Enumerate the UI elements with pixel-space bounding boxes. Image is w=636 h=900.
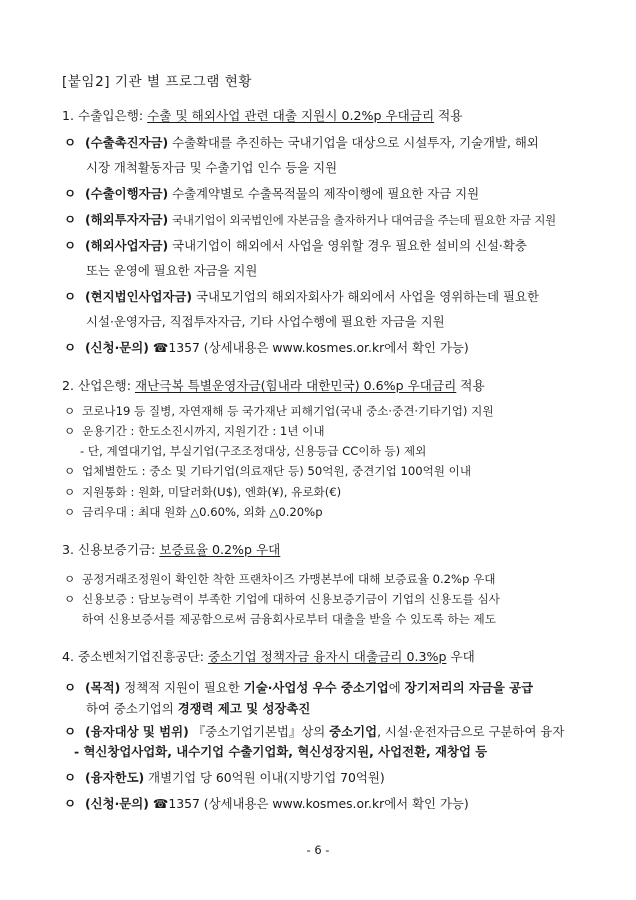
item-text: 개별기업 당 60억원 이내(지방기업 70억원) <box>148 770 385 785</box>
bullet: ㅇ <box>64 505 76 519</box>
item-text: 수출확대를 추진하는 국내기업을 대상으로 시설투자, 기술개발, 해외 <box>172 135 539 150</box>
bullet: ㅇ <box>64 572 76 586</box>
item-label: (신청·문의) <box>85 340 149 355</box>
sub-item: - 단, 계열대기업, 부실기업(구조조정대상, 신용등급 CC이하 등) 제외 <box>80 444 427 458</box>
bullet: ㅇ <box>64 186 76 201</box>
item-continuation <box>86 700 310 717</box>
section-org: 수출입은행: <box>78 108 144 123</box>
list-item <box>64 339 469 356</box>
item-text: 금리우대 : 최대 원화 △0.60%, 외화 △0.20%p <box>82 505 323 519</box>
bullet: ㅇ <box>64 592 76 606</box>
bullet: ㅇ <box>64 724 76 739</box>
item-text: 에 <box>388 680 401 695</box>
item-text: 『중소기업기본법』상의 <box>192 724 326 739</box>
item-label: (목적) <box>85 680 121 695</box>
section-tail: 적용 <box>438 108 463 123</box>
section-number: 4. <box>62 649 75 664</box>
item-text: 지원통화 : 원화, 미달러화(U$), 엔화(¥), 유로화(€) <box>82 485 342 499</box>
item-text: 국내모기업의 해외자회사가 해외에서 사업을 영위하는데 필요한 <box>196 289 539 304</box>
section-tail: 우대 <box>450 649 475 664</box>
section-4-heading <box>62 648 475 665</box>
item-label: (해외사업자금) <box>85 238 169 253</box>
section-2-heading <box>62 377 485 394</box>
section-number: 3. <box>62 542 75 557</box>
item-text: 정책적 지원이 필요한 <box>124 680 240 695</box>
bullet: ㅇ <box>64 404 76 418</box>
item-label: (융자한도) <box>85 770 145 785</box>
section-headline: 중소기업 정책자금 융자시 대출금리 0.3%p <box>207 649 447 664</box>
item-text: 1357 (상세내용은 www.kosmes.or.kr에서 확인 가능) <box>168 796 469 811</box>
phone-icon: ☎ <box>152 796 169 811</box>
item-label: (현지법인사업자금) <box>85 289 193 304</box>
item-text: 업체별한도 : 중소 및 기타기업(의료재단 등) 50억원, 중견기업 100억원 이내 <box>82 464 472 478</box>
item-label: (융자대상 및 범위) <box>85 724 189 739</box>
item-text: 공정거래조정원이 확인한 착한 프랜차이즈 가맹본부에 대해 보증료율 0.2%p 우대 <box>82 572 496 586</box>
item-text: 하여 중소기업의 <box>86 701 174 716</box>
item-continuation: 또는 운영에 필요한 자금을 지원 <box>86 263 258 278</box>
section-tail: 적용 <box>460 378 485 393</box>
phone-icon: ☎ <box>152 340 169 355</box>
item-emphasis: 중소기업 <box>329 724 378 739</box>
list-item <box>64 679 533 696</box>
bullet: ㅇ <box>64 464 76 478</box>
section-headline: 재난극복 특별운영자금(힘내라 대한민국) 0.6%p 우대금리 <box>134 378 457 393</box>
item-text: 1357 (상세내용은 www.kosmes.or.kr에서 확인 가능) <box>168 340 469 355</box>
bullet: ㅇ <box>64 135 76 150</box>
section-1-heading <box>62 107 463 124</box>
list-item <box>64 795 469 812</box>
bullet: ㅇ <box>64 424 76 438</box>
item-text: 신용보증 : 담보능력이 부족한 기업에 대하여 신용보증기금이 기업의 신용도를 심사 <box>82 592 500 606</box>
attachment-title: [붙임2] 기관 별 프로그램 현황 <box>62 74 252 90</box>
list-item <box>64 288 539 305</box>
item-emphasis: 기술·사업성 우수 중소기업 <box>243 680 389 695</box>
list-item <box>64 185 479 202</box>
list-item <box>64 403 494 420</box>
bullet: ㅇ <box>64 289 76 304</box>
bullet: ㅇ <box>64 796 76 811</box>
item-text: 운용기간 : 한도소진시까지, 지원기간 : 1년 이내 <box>82 424 325 438</box>
item-emphasis: 경쟁력 제고 및 성장촉진 <box>177 701 311 716</box>
list-item <box>64 211 556 229</box>
list-item <box>64 134 539 151</box>
list-item <box>64 484 341 501</box>
section-3-heading <box>62 541 280 558</box>
section-headline: 수출 및 해외사업 관련 대출 지원시 0.2%p 우대금리 <box>147 108 435 123</box>
list-item <box>64 591 500 608</box>
item-label: (수출촉진자금) <box>85 135 169 150</box>
sub-item: - 혁신창업사업화, 내수기업 수출기업화, 혁신성장지원, 사업전환, 재창업 등 <box>74 744 488 759</box>
item-label: (신청·문의) <box>85 796 149 811</box>
item-continuation: 시설·운영자금, 직접투자자금, 기타 사업수행에 필요한 자금을 지원 <box>86 314 445 329</box>
item-text: 코로나19 등 질병, 자연재해 등 국가재난 피해기업(국내 중소·중견·기타기업) 지원 <box>82 404 494 418</box>
list-item <box>64 769 385 786</box>
list-item <box>64 463 471 480</box>
page-number: - 6 - <box>306 843 330 857</box>
bullet: ㅇ <box>64 485 76 499</box>
item-text: , 시설·운전자금으로 구분하여 융자 <box>377 724 565 739</box>
section-org: 신용보증기금: <box>78 542 156 557</box>
section-number: 2. <box>62 378 75 393</box>
item-continuation: 시장 개척활동자금 및 수출기업 인수 등을 지원 <box>86 160 338 175</box>
list-item <box>64 723 564 740</box>
bullet: ㅇ <box>64 238 76 253</box>
item-label: (수출이행자금) <box>85 186 169 201</box>
list-item <box>64 504 323 521</box>
list-item <box>64 237 527 254</box>
section-number: 1. <box>62 108 75 123</box>
item-text: 국내기업이 해외에서 사업을 영위할 경우 필요한 설비의 신설·확충 <box>172 238 527 253</box>
item-text: 국내기업이 외국법인에 자본금을 출자하거나 대여금을 주는데 필요한 자금 지원 <box>172 213 556 227</box>
list-item <box>64 423 325 440</box>
bullet: ㅇ <box>64 340 76 355</box>
item-text: 수출계약별로 수출목적물의 제작이행에 필요한 자금 지원 <box>172 186 480 201</box>
bullet: ㅇ <box>64 770 76 785</box>
item-continuation: 하여 신용보증서를 제공함으로써 금융회사로부터 대출을 받을 수 있도록 하는 제도 <box>82 612 496 626</box>
list-item <box>64 571 496 588</box>
section-headline: 보증료율 0.2%p 우대 <box>159 542 281 557</box>
section-org: 중소벤처기업진흥공단: <box>78 649 204 664</box>
bullet: ㅇ <box>64 680 76 695</box>
bullet: ㅇ <box>64 212 76 227</box>
section-org: 산업은행: <box>78 378 131 393</box>
item-emphasis: 장기저리의 자금을 공급 <box>404 680 534 695</box>
item-label: (해외투자자금) <box>85 212 169 227</box>
